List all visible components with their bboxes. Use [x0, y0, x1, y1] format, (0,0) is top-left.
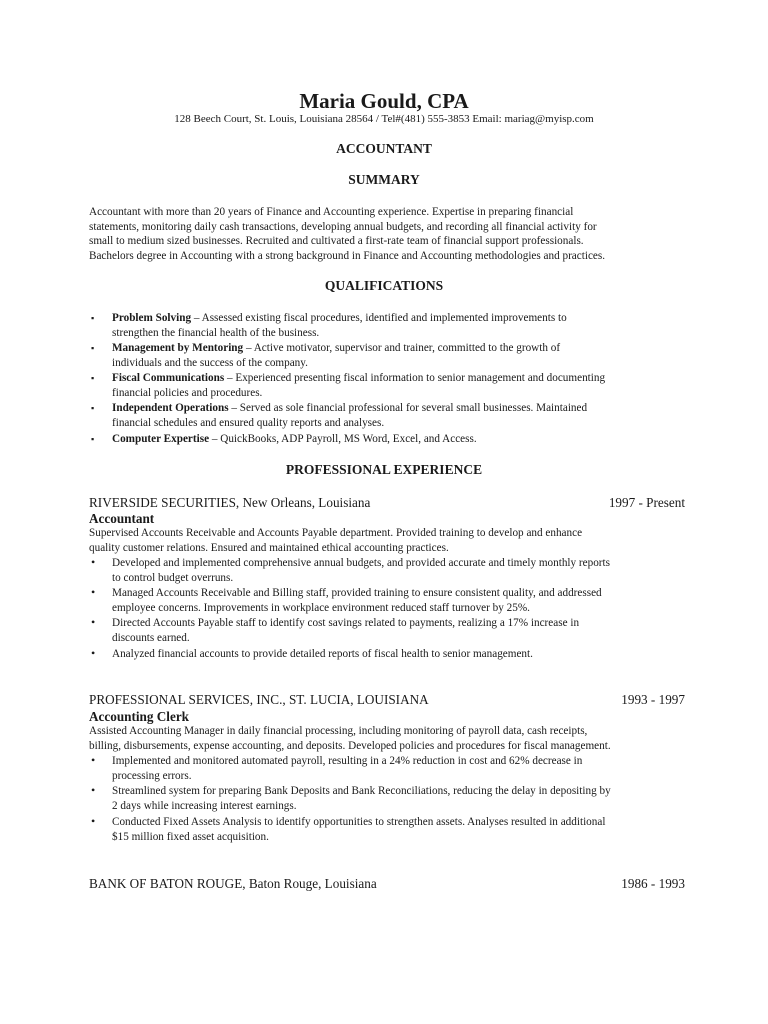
contact-line: 128 Beech Court, St. Louis, Louisiana 28564 / Tel#(481) 555-3853 Email: mariag@myisp.com [174, 113, 594, 125]
qualification-label: Independent Operations [112, 402, 229, 414]
bullet-text: 2 days while increasing interest earnings. [112, 800, 297, 812]
summary-line: statements, monitoring daily cash transactions, developing annual budgets, and recording all financial activity for [89, 220, 597, 233]
qualification-text: individuals and the success of the company. [112, 357, 308, 369]
job-summary [89, 526, 689, 556]
qualification-text: financial policies and procedures. [112, 387, 263, 399]
dot-bullet-icon: • [91, 783, 96, 797]
summary-line: Bachelors degree in Accounting with a strong background in Finance and Accounting methodologies and practices. [89, 249, 606, 262]
qualification-text: strengthen the financial health of the business. [112, 327, 320, 339]
bullet-text: employee concerns. Improvements in workplace environment reduced staff turnover by 25%. [112, 602, 530, 614]
qualification-text: financial schedules and ensured quality reports and analyses. [112, 417, 385, 429]
bullet-text: Streamlined system for preparing Bank Deposits and Bank Reconciliations, reducing the delay in depositing by [112, 785, 611, 797]
job-summary-line: Supervised Accounts Receivable and Accounts Payable department. Provided training to develop and enhance [89, 527, 583, 539]
job-years: 1993 - 1997 [621, 692, 685, 707]
bullet-text: Analyzed financial accounts to provide detailed reports of fiscal health to senior management. [112, 648, 533, 660]
qualification-text: – Experienced presenting fiscal information to senior management and documenting [224, 372, 606, 384]
job-summary-line: billing, disbursements, expense accounting, and deposits. Developed policies and procedures for fiscal management. [89, 739, 611, 752]
job-title: ACCOUNTANT [336, 141, 432, 156]
square-bullet-icon: ▪ [91, 343, 95, 353]
company-name: RIVERSIDE SECURITIES, [89, 495, 240, 510]
bullet-text: $15 million fixed asset acquisition. [112, 831, 269, 843]
job-company [89, 876, 377, 892]
bullet-text: Conducted Fixed Assets Analysis to identify opportunities to strengthen assets. Analyses resulted in additional [112, 816, 606, 828]
company-name: BANK OF BATON ROUGE, [89, 876, 246, 891]
dot-bullet-icon: • [91, 585, 96, 599]
qualification-text: – Active motivator, supervisor and trainer, committed to the growth of [243, 342, 561, 354]
dot-bullet-icon: • [91, 814, 96, 828]
job-company [89, 495, 370, 511]
square-bullet-icon: ▪ [91, 434, 95, 444]
job-summary-line: Assisted Accounting Manager in daily financial processing, including monitoring of payroll data, cash receipts, [89, 725, 588, 737]
qualification-text: – Served as sole financial professional for several small businesses. Maintained [228, 402, 588, 414]
bullet-text: processing errors. [112, 770, 192, 782]
square-bullet-icon: ▪ [91, 313, 95, 323]
qualification-text: – Assessed existing fiscal procedures, identified and implemented improvements to [191, 312, 567, 324]
square-bullet-icon: ▪ [91, 373, 95, 383]
bullet-text: discounts earned. [112, 632, 190, 644]
experience-heading: PROFESSIONAL EXPERIENCE [285, 462, 483, 477]
qualifications-heading: QUALIFICATIONS [324, 278, 444, 293]
job-company [89, 692, 429, 708]
company-location: New Orleans, Louisiana [239, 495, 371, 510]
bullet-text: to control budget overruns. [112, 572, 234, 584]
company-location: Baton Rouge, Louisiana [245, 876, 377, 891]
dot-bullet-icon: • [91, 753, 96, 767]
qualification-label: Problem Solving [112, 312, 192, 324]
job-summary-line: quality customer relations. Ensured and maintained ethical accounting practices. [89, 541, 449, 554]
job-role: Accountant [89, 511, 155, 526]
company-name: PROFESSIONAL SERVICES, INC., ST. LUCIA, LOUISIANA [89, 692, 429, 707]
dot-bullet-icon: • [91, 555, 96, 569]
bullet-text: Managed Accounts Receivable and Billing staff, provided training to ensure consistent quality, and addressed [112, 587, 602, 599]
job-years: 1986 - 1993 [621, 876, 685, 891]
qualification-label: Fiscal Communications [112, 372, 225, 384]
bullet-text: Implemented and monitored automated payroll, resulting in a 24% reduction in cost and 62% decrease in [112, 755, 583, 767]
job-years: 1997 - Present [608, 495, 685, 510]
summary-paragraph [89, 205, 689, 263]
bullet-text: Directed Accounts Payable staff to identify cost savings related to payments, realizing a 17% increase in [112, 617, 580, 629]
qualification-text: – QuickBooks, ADP Payroll, MS Word, Excel, and Access. [209, 433, 477, 445]
summary-line: Accountant with more than 20 years of Finance and Accounting experience. Expertise in preparing financial [89, 206, 574, 218]
square-bullet-icon: ▪ [91, 403, 95, 413]
summary-line: small to medium sized businesses. Recruited and cultivated a first-rate team of financial support professionals. [89, 235, 584, 248]
qualification-label: Computer Expertise [112, 433, 210, 445]
candidate-name: Maria Gould, CPA [299, 89, 469, 113]
bullet-text: Developed and implemented comprehensive annual budgets, and provided accurate and timely monthly reports [112, 557, 610, 569]
job-summary [89, 724, 689, 754]
dot-bullet-icon: • [91, 615, 96, 629]
qualification-label: Management by Mentoring [112, 342, 244, 354]
summary-heading: SUMMARY [348, 172, 420, 187]
job-role: Accounting Clerk [89, 709, 190, 724]
dot-bullet-icon: • [91, 646, 96, 660]
